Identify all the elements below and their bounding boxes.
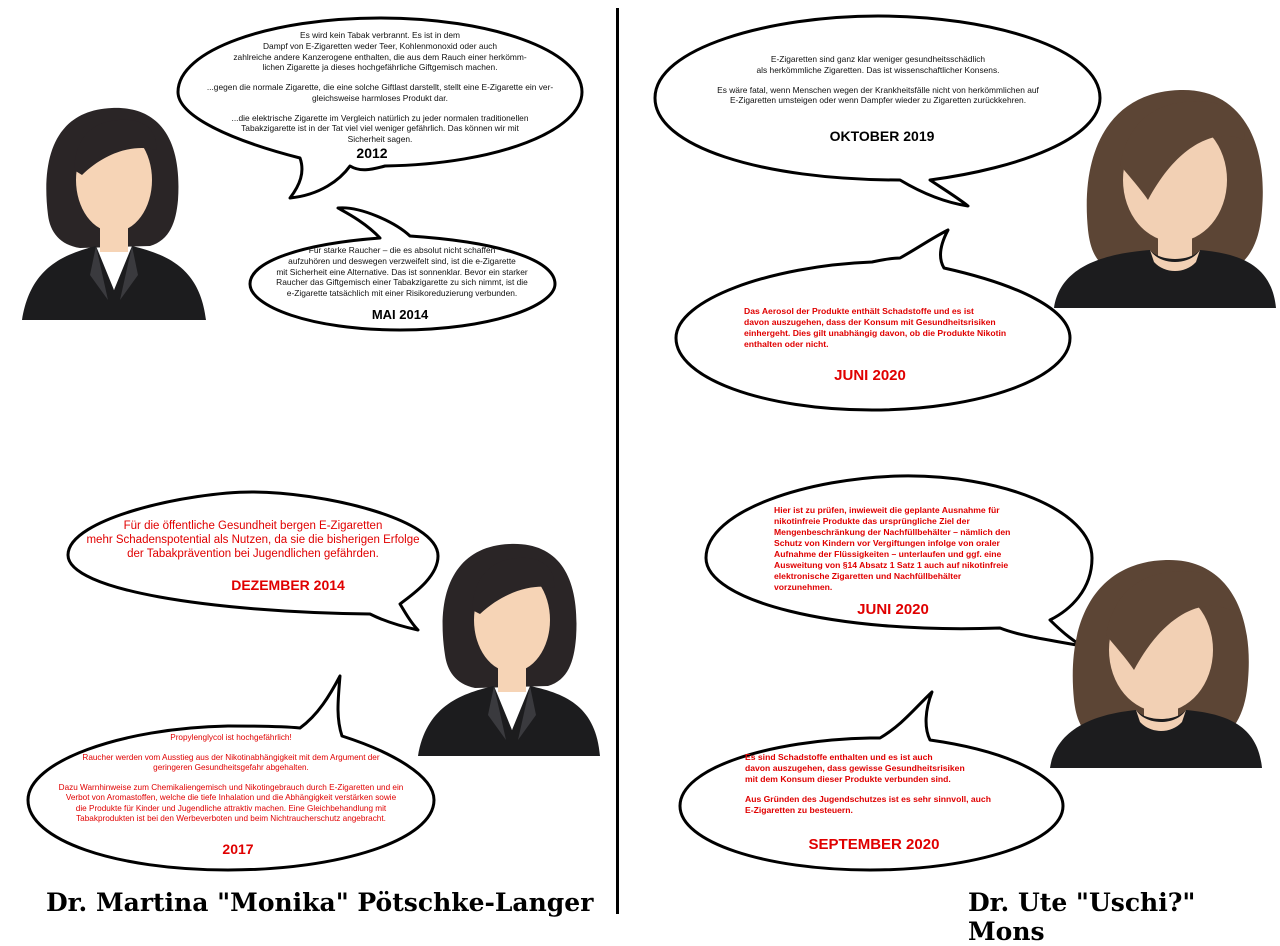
quote-line: Sicherheit sagen. [347, 134, 413, 144]
date-2012: 2012 [356, 145, 388, 161]
quote-line: Aufnahme der Flüssigkeiten – unterlaufen und ggf. eine [774, 549, 1002, 559]
date-mai-2014: MAI 2014 [371, 307, 429, 322]
bubble-dez-2014-text [70, 520, 436, 561]
quote-line: E-Zigaretten umsteigen oder wenn Dampfer wieder zu Zigaretten zurückkehren. [729, 95, 1027, 106]
bubble-juni-2020-b-text [774, 505, 1074, 593]
avatar-poetschke-langer-bottom [418, 544, 600, 756]
quote-line: die Produkte für Kinder und Jugendliche attraktiv machen. Eine Gleichbehandlung mit [75, 803, 387, 813]
quote-line: davon auszugehen, dass der Konsum mit Gesundheitsrisiken [744, 317, 996, 327]
avatar-mons-top [1054, 90, 1276, 308]
center-divider [616, 8, 619, 914]
quote-line: Raucher werden vom Ausstieg aus der Nikotinabhängigkeit mit dem Argument der [82, 752, 380, 762]
quote-line: Es wird kein Tabak verbrannt. Es ist in dem [300, 30, 460, 40]
bubble-mai-2014-text [250, 245, 554, 299]
quote-line: elektronische Zigaretten und Nachfüllbehälter [774, 571, 962, 581]
quote-line: Dazu Warnhinweise zum Chemikaliengemisch und Nikotingebrauch durch E-Zigaretten und ein [58, 782, 404, 792]
bubble-2017-text [30, 733, 432, 825]
date-2017: 2017 [222, 841, 254, 857]
quote-line: Schutz von Kindern vor Vergiftungen infolge von oraler [774, 538, 1000, 548]
avatar-poetschke-langer-top [22, 108, 206, 320]
bubble-2012-text [180, 30, 580, 145]
date-september-2020: SEPTEMBER 2020 [808, 836, 940, 853]
quote-line: Es wäre fatal, wenn Menschen wegen der Krankheitsfälle nicht von herkömmlichen auf [717, 84, 1039, 95]
quote-line: der Tabakprävention bei Jugendlichen gefährden. [127, 547, 379, 560]
quote-line: Es sind Schadstoffe enthalten und es ist auch [745, 752, 933, 762]
quote-line: Ausweitung von §14 Absatz 1 Satz 1 auch auf nikotinfreie [774, 560, 1009, 570]
left-person-name: Dr. Martina "Monika" Pötschke-Langer [46, 888, 594, 917]
quote-line: nikotinfreie Produkte das ursprüngliche Ziel der [774, 516, 970, 526]
quote-line: Hier ist zu prüfen, inwieweit die geplante Ausnahme für [774, 505, 1000, 515]
quote-line: geringeren Gesundheitsgefahr abgehalten. [153, 763, 309, 772]
quote-line: einhergeht. Dies gilt unabhängig davon, ob die Produkte Nikotin [744, 328, 1007, 338]
quote-line: Tabakprodukten ist bei den Werbeverboten und beim Nichtraucherschutz angebracht. [76, 814, 386, 823]
quote-line: Für starke Raucher – die es absolut nicht schaffen [308, 245, 496, 255]
quote-line: mit dem Konsum dieser Produkte verbunden sind. [745, 774, 951, 784]
quote-line: mit Sicherheit eine Alternative. Das ist sonnenklar. Bevor ein starker [276, 266, 528, 277]
right-person-name: Dr. Ute "Uschi?" Mons [968, 888, 1196, 946]
quote-line: als herkömmliche Zigaretten. Das ist wissenschaftlicher Konsens. [756, 64, 1000, 75]
quote-line: gleichsweise harmloses Produkt dar. [312, 92, 448, 103]
date-dezember-2014: DEZEMBER 2014 [231, 577, 345, 593]
date-oktober-2019: OKTOBER 2019 [829, 128, 935, 144]
date-juni-2020-a: JUNI 2020 [834, 367, 906, 384]
quote-line: Für die öffentliche Gesundheit bergen E-Zigaretten [123, 520, 383, 532]
date-juni-2020-b: JUNI 2020 [857, 601, 929, 618]
quote-line: vorzunehmen. [774, 582, 833, 592]
quote-line: lichen Zigarette ja dieses hochgefährliche Giftgemisch machen. [262, 62, 498, 73]
quote-line: Dampf von E-Zigaretten weder Teer, Kohlenmonoxid oder auch [262, 40, 497, 51]
quote-line: ...die elektrische Zigarette im Vergleich natürlich zu jeder normalen traditionellen [231, 112, 529, 123]
quote-line: Verbot von Aromastoffen, welche die tiefe Inhalation und die Abhängigkeit verstärken sowie [65, 793, 397, 802]
quote-line: zahlreiche andere Kanzerogene enthalten, die aus dem Rauch einer herkömm- [233, 51, 527, 62]
quote-line: aufzuhören und deswegen verzweifelt sind, ist die e-Zigarette [288, 255, 516, 266]
bubble-okt-2019-text [658, 54, 1098, 106]
quote-line: Tabakzigarette ist in der Tat viel viel weniger gefährlich. Das können wir mit [241, 123, 519, 134]
quote-line: Propylenglycol ist hochgefährlich! [170, 733, 292, 742]
quote-line: Das Aerosol der Produkte enthält Schadstoffe und es ist [744, 306, 974, 316]
bubble-sep-2020-text [745, 752, 1045, 816]
quote-line: e-Zigarette tatsächlich mit einer Risikoreduzierung verbunden. [286, 288, 518, 298]
quote-line: Aus Gründen des Jugendschutzes ist es sehr sinnvoll, auch [745, 794, 991, 804]
avatar-mons-bottom [1050, 560, 1262, 768]
quote-line: E-Zigaretten zu besteuern. [745, 805, 853, 815]
quote-line: ...gegen die normale Zigarette, die eine solche Giftlast darstellt, stellt eine E-Zigarette ein ver- [206, 82, 554, 92]
quote-line: davon auszugehen, dass gewisse Gesundheitsrisiken [745, 763, 965, 773]
bubble-juni-2020-a-text [690, 306, 1070, 350]
quote-line: mehr Schadenspotential als Nutzen, da sie die bisherigen Erfolge [86, 533, 420, 546]
quote-line: E-Zigaretten sind ganz klar weniger gesundheitsschädlich [770, 54, 986, 64]
quote-line: Raucher das Giftgemisch einer Tabakzigarette zu sich nimmt, ist die [276, 277, 528, 288]
quote-line: Mengenbeschränkung der Nachfüllbehälter – nämlich den [774, 527, 1011, 537]
quote-line: enthalten oder nicht. [744, 339, 829, 349]
